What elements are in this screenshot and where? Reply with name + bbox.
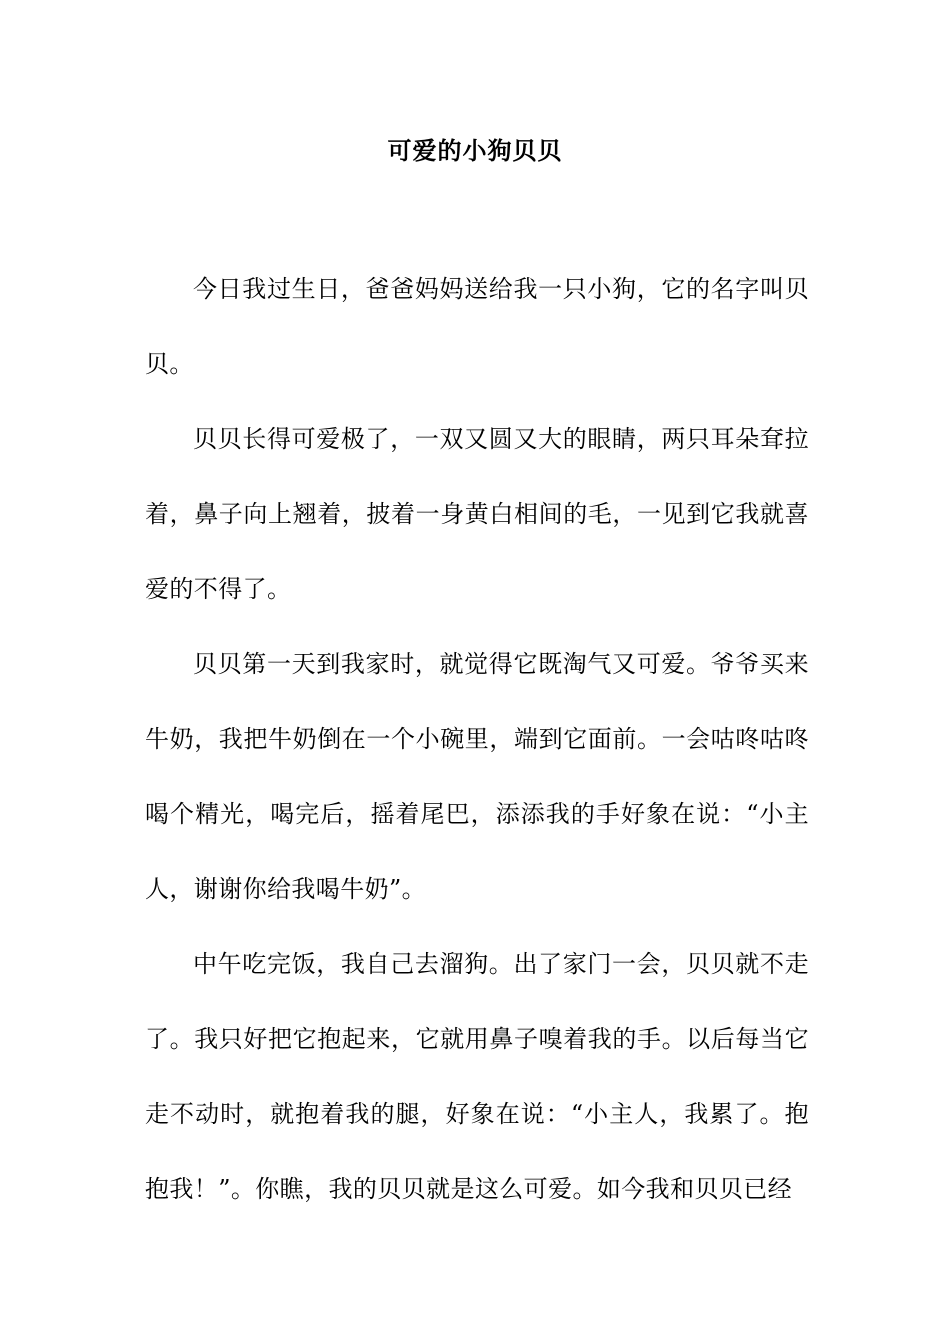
paragraph-4: 中午吃完饭，我自己去溜狗。出了家门一会，贝贝就不走了。我只好把它抱起来，它就用鼻子嗅着我的手。以后每当它走不动时，就抱着我的腿，好象在说：“小主人，我累了。抱抱我！”。你瞧，我的贝贝就是这么可爱。如今我和贝贝已经 bbox=[145, 950, 809, 1203]
document-title: 可爱的小狗贝贝 bbox=[387, 136, 563, 165]
paragraph-1: 今日我过生日，爸爸妈妈送给我一只小狗，它的名字叫贝贝。 bbox=[145, 275, 809, 378]
document-body bbox=[145, 252, 809, 1227]
paragraph-2: 贝贝长得可爱极了，一双又圆又大的眼睛，两只耳朵耷拉着，鼻子向上翘着，披着一身黄白相间的毛，一见到它我就喜爱的不得了。 bbox=[145, 425, 809, 603]
paragraph-3: 贝贝第一天到我家时，就觉得它既淘气又可爱。爷爷买来牛奶，我把牛奶倒在一个小碗里，端到它面前。一会咕咚咕咚喝个精光，喝完后，摇着尾巴，添添我的手好象在说：“小主人，谢谢你给我喝牛奶”。 bbox=[145, 650, 809, 903]
